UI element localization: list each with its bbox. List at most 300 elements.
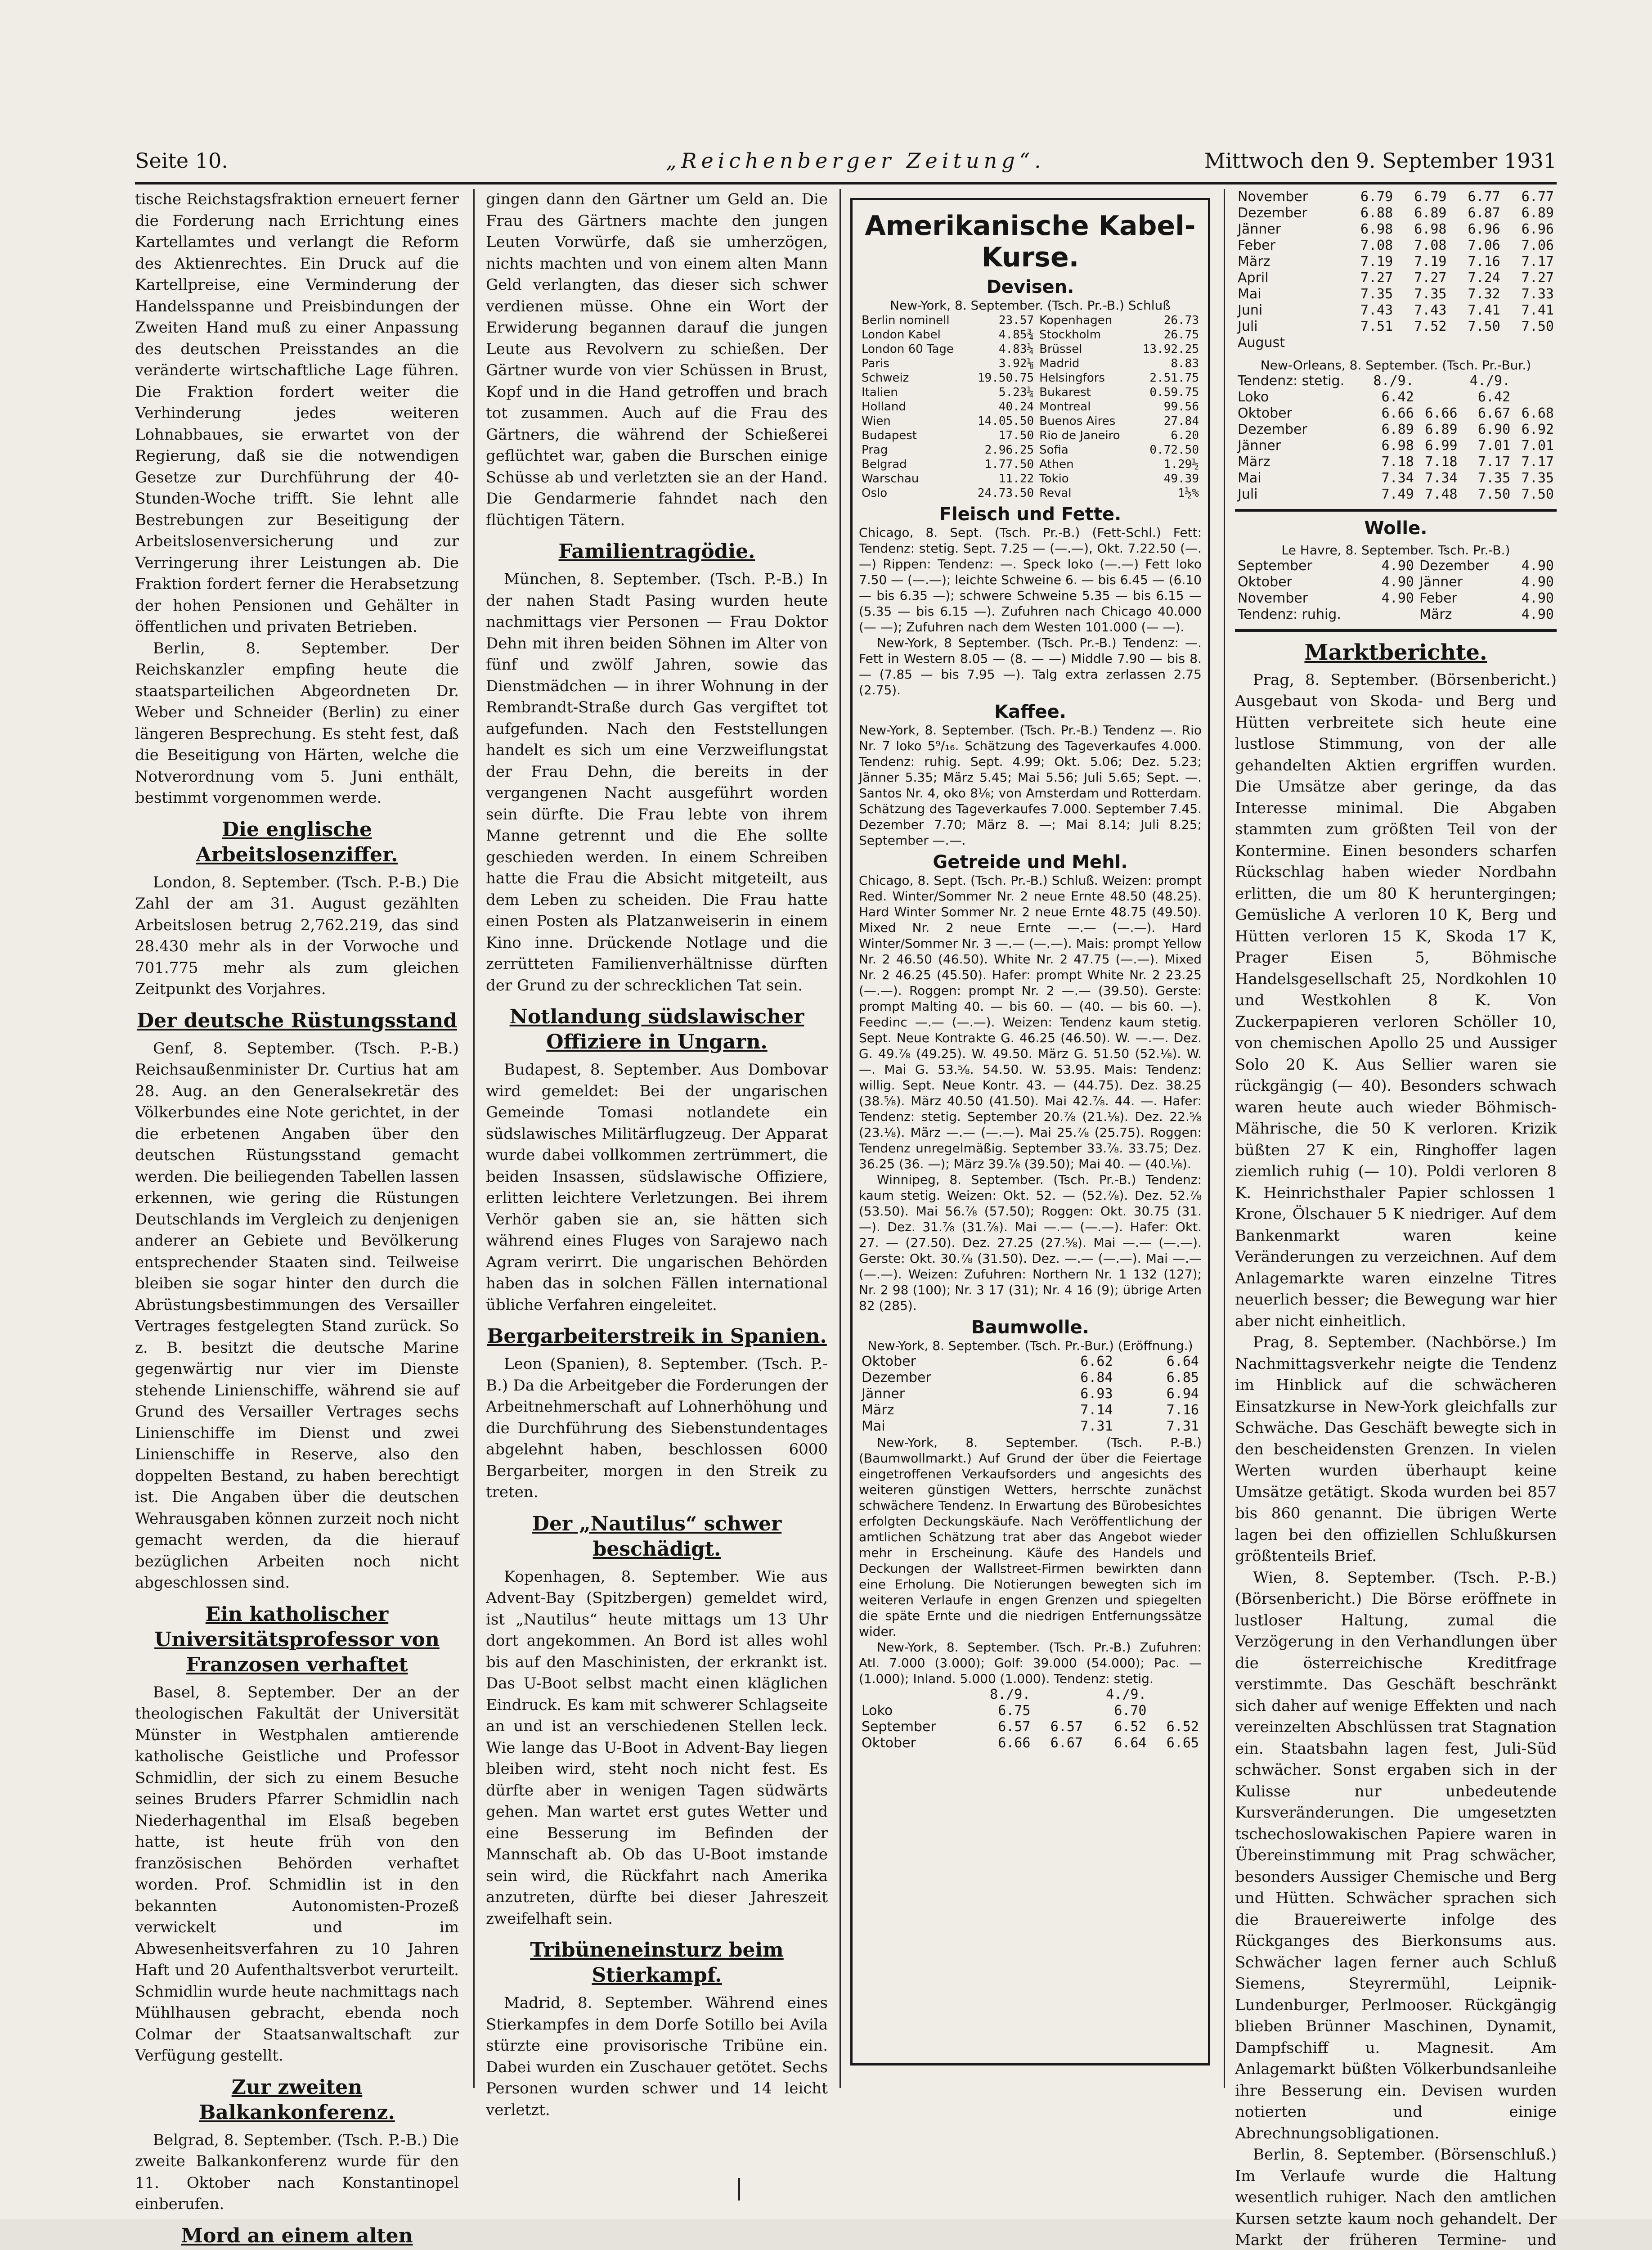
quote-value: 6.52: [1149, 1719, 1202, 1735]
quote-value: 7.06: [1503, 238, 1557, 254]
quote-value: 7.18: [1417, 454, 1460, 470]
quote-value: 6.84: [1029, 1370, 1115, 1386]
quote-value: 6.89: [1503, 205, 1557, 221]
quote-value: 6.89: [1417, 422, 1460, 438]
table-row: [1235, 335, 1557, 351]
quote-value: 0.72.50: [1133, 443, 1202, 457]
quote-value: 6.62: [1029, 1354, 1115, 1370]
quote-value: 6.68: [1513, 405, 1557, 422]
quote-value: 7.18: [1364, 454, 1417, 470]
section-title: Devisen.: [859, 279, 1202, 295]
headline: Der „Nautilus“ schwer beschädigt.: [486, 1512, 828, 1562]
table-row: [1235, 574, 1557, 590]
table-row: [859, 1418, 1202, 1435]
quote-label: Kopenhagen: [1037, 313, 1133, 328]
quote-value: 7.27: [1396, 270, 1449, 286]
quote-label: [1503, 335, 1557, 351]
column-divider: [473, 189, 475, 2088]
headline: Die englische Arbeitslosenziffer.: [135, 817, 459, 868]
quote-value: 1½%: [1133, 486, 1202, 500]
quote-value: 4.90: [1510, 590, 1557, 607]
quote-value: 6.94: [1116, 1386, 1202, 1402]
quote-value: 6.66: [1364, 405, 1417, 422]
table-row: [1235, 238, 1557, 254]
quote-label: [1149, 1687, 1202, 1703]
quote-value: 14.05.50: [968, 414, 1037, 428]
quote-text: Chicago, 8. Sept. (Tsch. Pr.-B.) (Fett-Schl.) Fett: Tendenz: stetig. Sept. 7.25 — (—.—), Okt. 7.22.50 (—.—) Rippen: Tendenz: —. Speck loko (—.—) Fett loko 7.50 — (—.—); leichte Schweine 6. — bis 6.45 — (6.10 — bis 6.35 —); schwere Schweine 5.35 — bis 6.15 — (5.35 — bis 6.15 —). Zufuhren nach Chicago 40.000 (— —); Zufuhren nach dem Westen 101.000 (— —).: [859, 525, 1202, 635]
quote-value: 6.93: [1029, 1386, 1115, 1402]
table-row: [859, 342, 1202, 356]
quote-value: 1.77.50: [968, 457, 1037, 472]
quote-value: 49.39: [1133, 472, 1202, 486]
devisen-table: [859, 313, 1202, 500]
quote-value: 7.17: [1503, 254, 1557, 270]
quote-value: 5.23¼: [968, 385, 1037, 400]
quote-header: New-York, 8. September. (Tsch. Pr.-B.) Schluß: [859, 297, 1202, 313]
quote-label: Dezember: [859, 1370, 1029, 1386]
quote-label: April: [1235, 270, 1342, 286]
column-2: [486, 189, 828, 2097]
table-row: [859, 385, 1202, 400]
quote-label: Jänner: [1235, 221, 1342, 238]
quote-label: London Kabel: [859, 328, 968, 342]
quote-value: 19.50.75: [968, 371, 1037, 385]
table-row: [1235, 405, 1557, 422]
article-text: Belgrad, 8. September. (Tsch. P.-B.) Die zweite Balkankonferenz wurde für den 11. Oktober nach Konstantinopel einberufen.: [135, 2130, 459, 2215]
quote-value: 7.33: [1503, 286, 1557, 302]
quote-label: Buenos Aires: [1037, 414, 1133, 428]
quote-value: 23.57: [968, 313, 1037, 328]
quote-value: 17.50: [968, 428, 1037, 443]
table-row: [1235, 189, 1557, 205]
quote-value: 26.75: [1133, 328, 1202, 342]
table-row: [1235, 454, 1557, 470]
quote-label: Brüssel: [1037, 342, 1133, 356]
article-text: Budapest, 8. September. Aus Dombovar wird gemeldet: Bei der ungarischen Gemeinde Tomasi notlandete ein südslawisches Militärflugzeug. Der Apparat wurde dabei vollkommen zertrümmert, die beiden Insassen, südslawische Offiziere, erlitten leichtere Verletzungen. Bei ihrem Verhör gaben sie an, sie hätten sich während eines Fluges von Sarajewo nach Agram verirrt. Die ungarischen Behörden haben das in solchen Fällen international übliche Verfahren eingeleitet.: [486, 1059, 828, 1316]
quote-value: 7.50: [1513, 486, 1557, 503]
column-divider: [839, 189, 841, 2088]
quote-value: 27.84: [1133, 414, 1202, 428]
column-4: [1235, 189, 1557, 2097]
masthead: [135, 148, 1557, 180]
quote-value: 8./9.: [1364, 373, 1417, 389]
quote-value: 6.67: [1033, 1735, 1086, 1751]
quote-value: 6.98: [1364, 438, 1417, 454]
headline: Notlandung südslawischer Offiziere in Ungarn.: [486, 1004, 828, 1055]
quote-value: 7.43: [1396, 302, 1449, 319]
quote-value: 24.73.50: [968, 486, 1037, 500]
quote-value: 4.90: [1370, 574, 1417, 590]
quote-label: Helsingfors: [1037, 371, 1133, 385]
section-title: Getreide und Mehl.: [859, 855, 1202, 870]
quote-label: Oktober: [1235, 574, 1370, 590]
table-row: [859, 472, 1202, 486]
quote-label: September: [1235, 558, 1370, 574]
quote-value: 7.08: [1396, 238, 1449, 254]
quote-value: 7.35: [1342, 286, 1396, 302]
table-row: [859, 356, 1202, 371]
quote-value: 6.87: [1449, 205, 1503, 221]
quote-value: 99.56: [1133, 400, 1202, 414]
quote-value: 7.41: [1449, 302, 1503, 319]
table-row: [1235, 373, 1557, 389]
quote-value: 7.35: [1396, 286, 1449, 302]
quote-value: 7.24: [1449, 270, 1503, 286]
quote-label: Tendenz: stetig.: [1235, 373, 1364, 389]
article-text: Basel, 8. September. Der an der theologischen Fakultät der Universität Münster in Westphalen amtierende katholische Geistliche und Professor Schmidlin, der sich zu einem Besuche seines Bruders Pfarrer Schmidlin nach Niederhagenthal im Elsaß begeben hatte, ist heute früh von den französischen Behörden verhaftet worden. Prof. Schmidlin ist in den bekannten Autonomisten-Prozeß verwickelt und im Abwesenheitsverfahren zu 10 Jahren Haft und 20 Aufenthaltsverbot verurteilt. Schmidlin wurde heute nachmittags nach Mühlhausen gebracht, ebenda noch Colmar der Staatsanwaltschaft zur Verfügung gestellt.: [135, 1682, 459, 2067]
quote-value: 7.41: [1503, 302, 1557, 319]
quote-value: 6.85: [1116, 1370, 1202, 1386]
quote-value: 7.27: [1342, 270, 1396, 286]
quote-value: 6.88: [1342, 205, 1396, 221]
article-text: München, 8. September. (Tsch. P.-B.) In der nahen Stadt Pasing wurden heute nachmittags vier Personen — Frau Doktor Dehn mit ihren beiden Söhnen im Alter von fünf und zwölf Jahren, sowie das Dienstmädchen — in ihrer Wohnung in der Rembrandt-Straße durch Gas vergiftet tot aufgefunden. Nach den Feststellungen handelt es sich um eine Verzweiflungstat der Frau Dehn, die bereits in der vergangenen Nacht ausgeführt worden sein dürfte. Die Frau lebte von ihrem Manne getrennt und die Ehe sollte geschieden werden. In einem Schreiben hatte die Frau die Absicht mitgeteilt, aus dem Leben zu scheiden. Die Frau hatte einen Posten als Platzanweiserin in einem Kino inne. Drückende Notlage und die zerrütteten Familienverhältnisse dürften der Grund zu der schrecklichen Tat sein.: [486, 569, 828, 996]
quote-label: Budapest: [859, 428, 968, 443]
quote-label: [1417, 373, 1460, 389]
quote-label: März: [1235, 254, 1342, 270]
quote-value: 7.27: [1503, 270, 1557, 286]
quote-label: Dezember: [1417, 558, 1510, 574]
quote-value: 7.31: [1029, 1418, 1115, 1435]
quote-value: 6.92: [1513, 422, 1557, 438]
quote-value: 4.90: [1510, 607, 1557, 623]
table-row: [1235, 270, 1557, 286]
article-text: gingen dann den Gärtner um Geld an. Die Frau des Gärtners machte den jungen Leuten Vorwürfe, daß sie umherzögen, nichts machten und von einem alten Mann Geld verlangten, das dieser sich schwer verdienen müsse. Ohne ein Wort der Erwiderung begannen darauf die jungen Leute aus Revolvern zu schießen. Der Gärtner wurde von vier Schüssen in Brust, Kopf und in die Hand getroffen und brach tot zusammen. Auch auf die Frau des Gärtners, die während der Schießerei geflüchtet war, gaben die Burschen einige Schüsse ab und verletzten sie an der Hand. Die Gendarmerie fahndet nach den flüchtigen Tätern.: [486, 189, 828, 531]
quote-value: 6.52: [1086, 1719, 1149, 1735]
table-row: [1235, 286, 1557, 302]
article-text: tische Reichstagsfraktion erneuert ferner die Forderung nach Errichtung eines Kartellamtes und verlangt die Reform des Aktienrechtes. Ein Druck auf die Kartellpreise, eine Verminderung der Handelsspanne und Preisbindungen der Zweiten Hand muß zu einer Anpassung des deutschen Preisstandes an die veränderte wirtschaftliche Lage führen. Die Fraktion fordert weiter die Verhinderung jedes weiteren Lohnabbaues, sie erwartet von der Regierung, daß sie die notwendigen Gesetze zur Durchführung der 40-Stunden-Woche trifft. Sie lehnt alle Bestrebungen zur Beseitigung der Arbeitslosenversicherung und zur Verringerung ihrer Leistungen ab. Die Fraktion fordert ferner die Herabsetzung der hohen Pensionen und Gehälter in öffentlichen und privaten Betrieben.: [135, 189, 459, 638]
quote-value: 4.90: [1510, 574, 1557, 590]
quote-value: 4.90: [1510, 558, 1557, 574]
quote-value: 6.57: [970, 1719, 1033, 1735]
quote-label: Juli: [1235, 486, 1364, 503]
table-row: [859, 1703, 1202, 1719]
table-row: [859, 1386, 1202, 1402]
quote-value: 7.50: [1460, 486, 1513, 503]
table-row: [1235, 254, 1557, 270]
table-row: [859, 371, 1202, 385]
quote-value: 7.43: [1342, 302, 1396, 319]
quote-value: 7.51: [1342, 319, 1396, 335]
headline: Zur zweiten Balkankonferenz.: [135, 2075, 459, 2125]
table-row: [1235, 590, 1557, 607]
quote-value: 6.70: [1086, 1703, 1149, 1719]
quote-value: 7.48: [1417, 486, 1460, 503]
headline: Ein katholischer Universitätsprofessor von Franzosen verhaftet: [135, 1602, 459, 1678]
quote-value: 7.19: [1342, 254, 1396, 270]
quote-value: 6.42: [1364, 389, 1417, 405]
baumwolle-table-2: [859, 1687, 1202, 1751]
quote-label: [859, 1687, 970, 1703]
quote-value: 7.35: [1513, 470, 1557, 486]
quote-value: 7.19: [1396, 254, 1449, 270]
quote-value: 6.98: [1396, 221, 1449, 238]
headline: Familientragödie.: [486, 539, 828, 564]
quote-value: 7.14: [1029, 1402, 1115, 1418]
section-rule: [1235, 509, 1557, 512]
quote-label: Oktober: [1235, 405, 1364, 422]
quote-label: [1449, 335, 1503, 351]
article-text: Madrid, 8. September. Während eines Stierkampfes in dem Dorfe Sotillo bei Avila stürzte eine provisorische Tribüne ein. Dabei wurden ein Zuschauer getötet. Sechs Personen wurden schwer und 14 leicht verletzt.: [486, 1993, 828, 2121]
header-rule: [135, 182, 1557, 184]
table-row: [859, 1402, 1202, 1418]
quote-label: Oslo: [859, 486, 968, 500]
wolle-table: [1235, 558, 1557, 623]
article-text: Berlin, 8. September. (Börsenschluß.) Im Verlaufe wurde die Haltung wesentlich ruhiger. Nach den amtlichen Kursen setzte kaum noch gehandelt. Der Markt der früheren Termine- und: [1235, 2144, 1557, 2250]
quote-label: Wien: [859, 414, 968, 428]
quote-value: 6.57: [1033, 1719, 1086, 1735]
quote-label: Stockholm: [1037, 328, 1133, 342]
quote-text: New-York, 8. September. (Tsch. P.-B.) (Baumwollmarkt.) Auf Grund der über die Feiertage eingetroffenen Verkaufsorders und angesichts des weiteren günstigen Wetters, herrschte zunächst schwächere Tendenz. In Erwartung des Bürobesichtes erfolgten Deckungskäufe. Nach Veröffentlichung der amtlichen Schätzung trat aber das Angebot wieder mehr in Erscheinung. Käufe des Handels und Deckungen der Wallstreet-Firmen bewirkten dann eine Erholung. Die Notierungen bewegten sich im weiteren Verlaufe in engen Grenzen und spiegelten die späte Ernte und die niedrigen Entfernungssätze wider.: [859, 1435, 1202, 1639]
quote-value: 3.92⅛: [968, 356, 1037, 371]
quote-label: Jänner: [1417, 574, 1510, 590]
headline: Bergarbeiterstreik in Spanien.: [486, 1324, 828, 1349]
quote-label: Juni: [1235, 302, 1342, 319]
table-row: [859, 414, 1202, 428]
quote-value: 4.85¾: [968, 328, 1037, 342]
issue-date: Mittwoch den 9. September 1931: [1204, 148, 1557, 173]
quote-value: 6.20: [1133, 428, 1202, 443]
article-text: Prag, 8. September. (Börsenbericht.) Ausgebaut von Skoda- und Berg und Hütten verbreitete sich heute eine lustlose Stimmung, von der alle gehandelten Aktien ergriffen wurden. Die Umsätze aber geringe, da das Interesse minimal. Die Abgaben stammten zum größten Teil von der Kontermine. Einen besonders scharfen Rückschlag haben wieder Nordbahn erlitten, die um 80 K heruntergingen; Gemüsliche A verloren 10 K, Berg und Hütten verloren 15 K, Skoda 17 K, Prager Eisen 5, Böhmische Handelsgesellschaft 25, Nordkohlen 10 und Westkohlen 8 K. Von Zuckerpapieren verloren Schöller 10, von chemischen Apollo 25 und Aussiger Solo 20 K. Aus Sellier waren sie rückgängig (— 40). Besonders schwach waren heute auch wieder Böhmisch-Mährische, die 50 K verloren. Krizik büßten 27 K ein, Ringhoffer lagen ziemlich ruhig (— 10). Poldi verloren 8 K. Heinrichsthaler Papier schlossen 1 Krone, Ölschauer 5 K niedriger. Auf dem Bankenmarkt waren keine Veränderungen zu verzeichnen. Auf dem Anlagemarkte waren einzelne Titres neuerlich besser; die Bewegung war hier aber nicht einheitlich.: [1235, 670, 1557, 1332]
newspaper-name: „Reichenberger Zeitung“.: [666, 148, 1046, 173]
quote-value: 6.66: [1417, 405, 1460, 422]
quote-value: 13.92.25: [1133, 342, 1202, 356]
quote-label: [1033, 1687, 1086, 1703]
quote-label: Montreal: [1037, 400, 1133, 414]
quote-value: 6.66: [970, 1735, 1033, 1751]
quote-label: Athen: [1037, 457, 1133, 472]
quote-value: 7.34: [1364, 470, 1417, 486]
quote-value: 7.31: [1116, 1418, 1202, 1435]
quote-value: 26.73: [1133, 313, 1202, 328]
quote-label: Jänner: [859, 1386, 1029, 1402]
table-row: [859, 1370, 1202, 1386]
quote-text: Chicago, 8. Sept. (Tsch. Pr.-B.) Schluß. Weizen: prompt Red. Winter/Sommer Nr. 2 neue Ernte 48.50 (48.25). Hard Winter Sommer Nr. 2 neue Ernte 48.75 (49.50). Mixed Nr. 2 neue Ernte —.— (—.—). Hard Winter/Sommer Nr. 3 —.— (—.—). Mais: prompt Yellow Nr. 2 46.50 (46.50). White Nr. 2 47.75 (—.—). Mixed Nr. 2 46.25 (45.50). Hafer: prompt White Nr. 2 23.25 (—.—). Roggen: prompt Nr. 2 —.— (39.50). Gerste: prompt Malting 40. — bis 60. — (40. — bis 60. —). Feedinc —.— (—.—). Weizen: Tendenz kaum stetig. Sept. Neue Kontrakte G. 46.25 (46.50). W. —.—. Dez. G. 49.⅞ (49.25). W. 49.50. März G. 51.50 (52.⅛). W. —. Mai G. 53.⅝. 54.50. W. 53.95. Mais: Tendenz: willig. Sept. Neue Kontr. 43. — (44.75). Dez. 38.25 (38.⅝). März 40.50 (41.50). Mai 42.⅞. 44. —. Hafer: Tendenz: stetig. September 20.⅞ (21.⅛). Dez. 22.⅝ (23.⅛). März —.— (—.—). Mai 25.⅞ (25.75). Roggen: Tendenz unregelmäßig. September 33.⅞. 33.75; Dez. 36.25 (36. —); März 39.⅞ (39.50); Mai 40. — (40.⅛).: [859, 873, 1202, 1172]
box-title: Amerikanische Kabel-Kurse.: [859, 210, 1202, 273]
quote-value: 7.08: [1342, 238, 1396, 254]
quote-label: [1342, 335, 1396, 351]
page-number: Seite 10.: [135, 148, 228, 173]
quote-label: Belgrad: [859, 457, 968, 472]
quote-label: [1370, 607, 1417, 623]
table-row: [859, 443, 1202, 457]
quote-value: 7.50: [1449, 319, 1503, 335]
quote-value: 7.17: [1460, 454, 1513, 470]
quote-value: 4.90: [1370, 590, 1417, 607]
quote-value: 8.83: [1133, 356, 1202, 371]
quote-text: New-York, 8 September. (Tsch. Pr.-B.) Tendenz: —. Fett in Western 8.05 — (8. — —) Middle 7.90 — bis 8. — (7.85 — bis 7.95 —). Talg extra zerlassen 2.75 (2.75).: [859, 635, 1202, 698]
headline: Marktberichte.: [1235, 640, 1557, 665]
table-row: [859, 486, 1202, 500]
quote-label: September: [859, 1719, 970, 1735]
quote-label: [1513, 389, 1557, 405]
table-row: [859, 1719, 1202, 1735]
quote-label: [1513, 373, 1557, 389]
section-rule: [1235, 629, 1557, 632]
table-row: [1235, 319, 1557, 335]
quote-label: Madrid: [1037, 356, 1133, 371]
quote-value: 6.77: [1449, 189, 1503, 205]
quote-label: Italien: [859, 385, 968, 400]
quote-value: 6.98: [1342, 221, 1396, 238]
quote-value: 11.22: [968, 472, 1037, 486]
quote-label: Tendenz: ruhig.: [1235, 607, 1370, 623]
quote-value: 7.01: [1513, 438, 1557, 454]
quote-label: Dezember: [1235, 205, 1342, 221]
quote-value: 6.79: [1342, 189, 1396, 205]
quote-value: 4./9.: [1460, 373, 1513, 389]
quote-value: 40.24: [968, 400, 1037, 414]
quote-label: Reval: [1037, 486, 1133, 500]
quote-value: 6.65: [1149, 1735, 1202, 1751]
quote-header: New-York, 8. September. (Tsch. Pr.-Bur.) (Eröffnung.): [859, 1338, 1202, 1354]
quote-label: Berlin nominell: [859, 313, 968, 328]
quote-value: 6.89: [1396, 205, 1449, 221]
table-row: [1235, 558, 1557, 574]
table-row: [1235, 422, 1557, 438]
quote-value: 6.89: [1364, 422, 1417, 438]
quote-value: 6.79: [1396, 189, 1449, 205]
table-row: [1235, 221, 1557, 238]
headline: Der deutsche Rüstungsstand: [135, 1008, 459, 1034]
quote-label: Loko: [859, 1703, 970, 1719]
section-title: Kaffee.: [859, 704, 1202, 720]
quote-value: 4./9.: [1086, 1687, 1149, 1703]
quote-value: 8./9.: [970, 1687, 1033, 1703]
quote-value: 4.90: [1370, 558, 1417, 574]
quote-label: März: [859, 1402, 1029, 1418]
quote-label: Oktober: [859, 1354, 1029, 1370]
headline: Mord an einem alten: [135, 2223, 459, 2250]
quote-label: Rio de Janeiro: [1037, 428, 1133, 443]
quote-label: Mai: [859, 1418, 1029, 1435]
quote-label: Tokio: [1037, 472, 1133, 486]
quote-label: [1417, 389, 1460, 405]
quote-value: 2.96.25: [968, 443, 1037, 457]
quote-value: 6.99: [1417, 438, 1460, 454]
quote-header: New-Orleans, 8. September. (Tsch. Pr.-Bur.): [1235, 357, 1557, 373]
section-title: Wolle.: [1235, 518, 1557, 540]
article-text: Kopenhagen, 8. September. Wie aus Advent-Bay (Spitzbergen) gemeldet wird, ist „Nautilus“ heute mittags um 13 Uhr dort angekommen. An Bord ist alles wohl bis auf den Maschinisten, der erkrankt ist. Das U-Boot selbst macht einen kläglichen Eindruck. Es kam mit schwerer Schlagseite an und ist an verschiedenen Stellen leck. Wie lange das U-Boot in Advent-Bay liegen bleiben wird, steht noch nicht fest. Es dürfte aber in wenigen Tagen südwärts gehen. Man wartet erst gutes Wetter und eine Besserung im Befinden der Mannschaft ab. Ob das U-Boot imstande sein wird, die Rückfahrt nach Amerika anzutreten, dürfte bei dieser Jahreszeit zweifelhaft sein.: [486, 1566, 828, 1930]
quote-value: 7.52: [1396, 319, 1449, 335]
quote-value: 6.96: [1503, 221, 1557, 238]
article-text: Prag, 8. September. (Nachbörse.) Im Nachmittagsverkehr neigte die Tendenz im Hinblick auf die schwächeren Einsatzkurse in New-York gleichfalls zur Schwäche. Das Geschäft bewegte sich in den bescheidensten Grenzen. In vielen Werten wurden überhaupt keine Umsätze getätigt. Skoda wurden bei 857 bis 860 genannt. Die übrigen Werte lagen bei den offiziellen Schlußkursen größtenteils Brief.: [1235, 1332, 1557, 1567]
quote-value: 6.75: [970, 1703, 1033, 1719]
headline: Tribüneneinsturz beim Stierkampf.: [486, 1938, 828, 1988]
quote-label: Paris: [859, 356, 968, 371]
quote-label: Bukarest: [1037, 385, 1133, 400]
quote-value: 2.51.75: [1133, 371, 1202, 385]
table-row: [859, 1687, 1202, 1703]
table-row: [859, 313, 1202, 328]
quote-label: Schweiz: [859, 371, 968, 385]
quote-value: 6.64: [1086, 1735, 1149, 1751]
quote-text: New-York, 8. September. (Tsch. Pr.-B.) Tendenz —. Rio Nr. 7 loko 5⁹/₁₆. Schätzung des Tageverkaufes 4.000. Tendenz: ruhig. Sept. 4.99; Okt. 5.06; Dez. 5.23; Jänner 5.35; März 5.45; Mai 5.56; Juli 5.65; Sept. —. Santos Nr. 4, oko 8⅛; von Amsterdam und Rotterdam. Schätzung des Tageverkaufes 7.000. September 7.45. Dezember 7.70; März 8. —; Mai 8.14; Juli 8.25; September —.—.: [859, 722, 1202, 848]
quote-value: 7.32: [1449, 286, 1503, 302]
quote-value: 0.59.75: [1133, 385, 1202, 400]
quote-value: 6.42: [1460, 389, 1513, 405]
quote-label: [1033, 1703, 1086, 1719]
quote-label: [1396, 335, 1449, 351]
quote-value: 7.17: [1513, 454, 1557, 470]
baumwolle-table: [859, 1354, 1202, 1435]
column-divider: [1224, 189, 1225, 2088]
quote-value: 7.01: [1460, 438, 1513, 454]
quote-value: 7.06: [1449, 238, 1503, 254]
quote-value: 7.34: [1417, 470, 1460, 486]
article-text: Berlin, 8. September. Der Reichskanzler empfing heute die staatsparteilichen Abgeordneten Dr. Weber und Schneider (Berlin) zu einer längeren Besprechung. Es steht fest, daß die Beseitigung von Härten, welche die Notverordnung vom 5. Juni enthält, bestimmt vorgenommen werde.: [135, 638, 459, 809]
section-title: Fleisch und Fette.: [859, 507, 1202, 522]
table-row: [859, 457, 1202, 472]
article-text: Wien, 8. September. (Tsch. P.-B.) (Börsenbericht.) Die Börse eröffnete in lustloser Haltung, zumal die Verzögerung in den Verhandlungen über die österreichische Kreditfrage verstimmte. Das Geschäft beschränkt sich daher auf wenige Effekten und nach vereinzelten Abschlüssen trat Stagnation ein. Staatsbahn lagen fest, Juli-Süd schwächer. Sonst ergaben sich in der Kulisse nur unbedeutende Kursveränderungen. Die umgesetzten tschechoslowakischen Papiere waren in Übereinstimmung mit Prag schwächer, besonders Aussiger Chemische und Berg und Hütten. Schwächer sprachen sich die Brauereiwerte infolge des Rückganges des Bierkonsums aus. Schwächer lagen ferner auch Schluß Siemens, Steyrermühl, Leipnik-Lundenburger, Perlmooser. Rückgängig blieben Brünner Maschinen, Dynamit, Dampfschiff u. Magnesit. Am Anlagemarkt büßten Völkerbundsanleihe ihre Besserung ein. Devisen wurden notierten und einige Abrechnungsobligationen.: [1235, 1567, 1557, 2145]
quote-value: 7.50: [1503, 319, 1557, 335]
quote-value: 4.83¼: [968, 342, 1037, 356]
table-row: [859, 400, 1202, 414]
quote-label: Dezember: [1235, 422, 1364, 438]
table-row: [859, 428, 1202, 443]
new-orleans-table: [1235, 373, 1557, 503]
quote-text: New-York, 8. September. (Tsch. Pr.-B.) Zufuhren: Atl. 7.000 (3.000); Golf: 39.000 (54.000); Pac. — (1.000); Inland. 5.000 (1.000). Tendenz: stetig.: [859, 1639, 1202, 1687]
quote-label: Feber: [1235, 238, 1342, 254]
quote-value: 7.49: [1364, 486, 1417, 503]
quote-label: Juli: [1235, 319, 1342, 335]
cotton-futures-table: [1235, 189, 1557, 351]
quote-value: 7.16: [1449, 254, 1503, 270]
kabel-kurse-box: [850, 198, 1210, 2066]
quote-label: Mai: [1235, 470, 1364, 486]
quote-value: 6.64: [1116, 1354, 1202, 1370]
quote-label: Warschau: [859, 472, 968, 486]
table-row: [1235, 486, 1557, 503]
table-row: [1235, 438, 1557, 454]
column-1: [135, 189, 459, 2097]
quote-label: Loko: [1235, 389, 1364, 405]
quote-text: Winnipeg, 8. September. (Tsch. Pr.-B.) Tendenz: kaum stetig. Weizen: Okt. 52. — (52.⅞). Dez. 52.⅞ (53.50). Mai 56.⅞ (57.50); Roggen: Okt. 30.75 (31. —). Dez. 31.⅞ (31.⅞). Mai —.— (—.—). Hafer: Okt. 27. — (27.50). Dez. 27.25 (27.⅝). Mai —.— (—.—). Gerste: Okt. 30.⅞ (31.50). Dez. —.— (—.—). Mai —.— (—.—). Weizen: Zufuhren: Northern Nr. 1 132 (127); Nr. 2 98 (100); Nr. 3 17 (31); Nr. 4 16 (9); übrige Arten 82 (285).: [859, 1172, 1202, 1314]
quote-label: November: [1235, 590, 1370, 607]
quote-label: November: [1235, 189, 1342, 205]
quote-label: März: [1417, 607, 1510, 623]
section-title: Baumwolle.: [859, 1320, 1202, 1335]
table-row: [1235, 389, 1557, 405]
quote-label: [1149, 1703, 1202, 1719]
quote-value: 6.77: [1503, 189, 1557, 205]
quote-label: Sofia: [1037, 443, 1133, 457]
quote-value: 6.90: [1460, 422, 1513, 438]
table-row: [1235, 205, 1557, 221]
quote-value: 1.29½: [1133, 457, 1202, 472]
quote-header: Le Havre, 8. September. Tsch. Pr.-B.): [1235, 542, 1557, 558]
article-text: Leon (Spanien), 8. September. (Tsch. P.-B.) Da die Arbeitgeber die Forderungen der Arbeitnehmerschaft auf Lohnerhöhung und die Durchführung des Siebenstundentages abgelehnt haben, beschlossen 6000 Bergarbeiter, morgen in den Streik zu treten.: [486, 1354, 828, 1503]
table-row: [1235, 302, 1557, 319]
table-row: [859, 1735, 1202, 1751]
quote-label: Oktober: [859, 1735, 970, 1751]
article-text: Genf, 8. September. (Tsch. P.-B.) Reichsaußenminister Dr. Curtius hat am 28. Aug. an den Generalsekretär des Völkerbundes eine Note gerichtet, in der die erbetenen Angaben über den deutschen Rüstungsstand gemacht werden. Die beiliegenden Tabellen lassen erkennen, wie gering die Rüstungen Deutschlands im Vergleich zu denjenigen anderer an Gebiete und Bevölkerung entsprechender Staaten sind. Teilweise bleiben sie sogar hinter den durch die Abrüstungsbestimmungen des Versailler Vertrages festgelegten Stand zurück. So z. B. besitzt die deutsche Marine gegenwärtig nur vier im Dienste stehende Linienschiffe, während sie auf Grund des Versailler Vertrages sechs Linienschiffe im Dienst und zwei Linienschiffe in Reserve, also den doppelten Bestand, zu haben berechtigt ist. Die Angaben über die deutschen Wehrausgaben können zurzeit noch nicht gemacht werden, da die hierauf bezüglichen Arbeiten noch nicht abgeschlossen sind.: [135, 1038, 459, 1594]
table-row: [859, 328, 1202, 342]
quote-label: März: [1235, 454, 1364, 470]
quote-value: 6.96: [1449, 221, 1503, 238]
table-row: [859, 1354, 1202, 1370]
quote-label: August: [1235, 335, 1342, 351]
quote-label: Holland: [859, 400, 968, 414]
quote-value: 7.16: [1116, 1402, 1202, 1418]
quote-label: Feber: [1417, 590, 1510, 607]
fold-mark: [738, 2178, 740, 2200]
quote-label: Prag: [859, 443, 968, 457]
article-text: London, 8. September. (Tsch. P.-B.) Die Zahl der am 31. August gezählten Arbeitslosen betrug 2,762.219, das sind 28.430 mehr als in der Vorwoche und 701.775 mehr als zum gleichen Zeitpunkt des Vorjahres.: [135, 872, 459, 1000]
quote-label: London 60 Tage: [859, 342, 968, 356]
table-row: [1235, 470, 1557, 486]
quote-label: Jänner: [1235, 438, 1364, 454]
quote-value: 6.67: [1460, 405, 1513, 422]
